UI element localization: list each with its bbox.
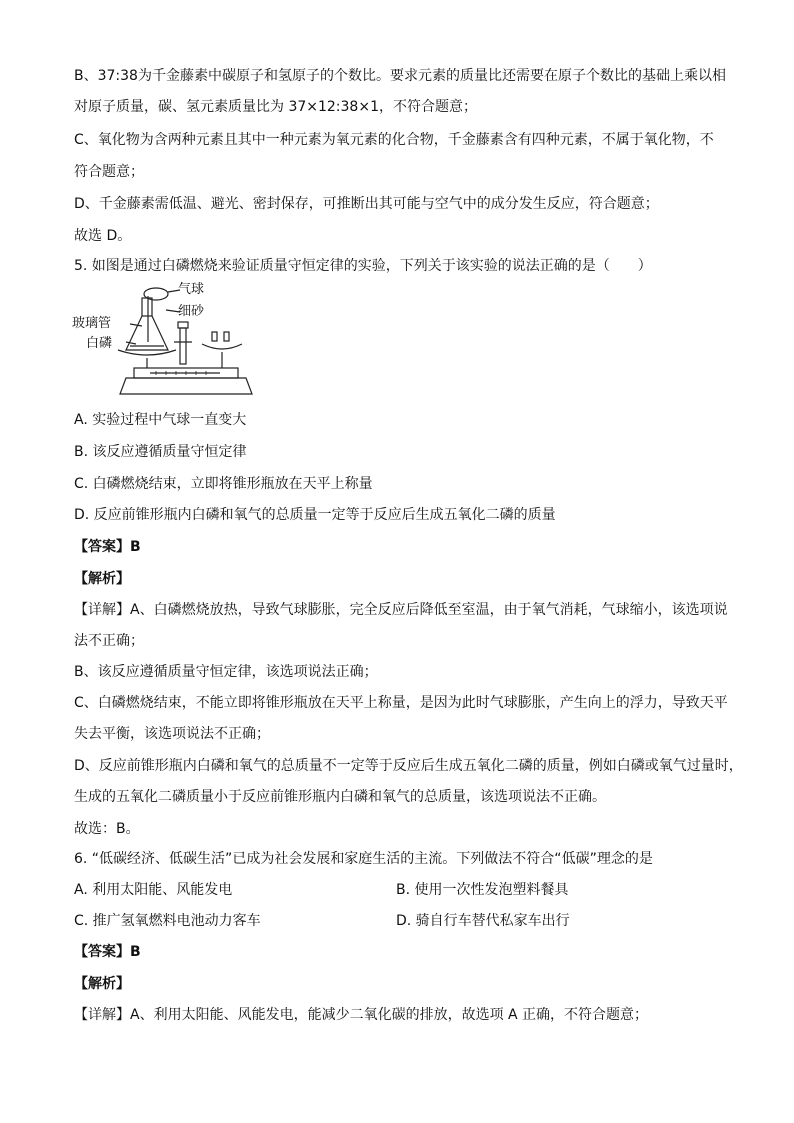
text-line: 故选：B。 [74,821,140,837]
option-d: D. 骑自行车替代私家车出行 [396,913,570,929]
analysis-label: 【解析】 [74,571,130,587]
label-sand: 细砂 [178,304,205,319]
answer-label: 【答案】B [74,944,141,960]
text-line: D、千金藤素需低温、避光、密封保存，可推断出其可能与空气中的成分发生反应，符合题意； [74,196,659,212]
text-line: 【详解】A、利用太阳能、风能发电，能减少二氧化碳的排放，故选项 A 正确，不符合题意； [74,1007,649,1023]
option-c: C. 推广氢氧燃料电池动力客车 [74,913,261,929]
option-b: B. 该反应遵循质量守恒定律 [74,444,247,460]
answer-label: 【答案】B [74,539,141,555]
text-line: 对原子质量，碳、氢元素质量比为 37×12:38×1，不符合题意； [74,99,477,115]
option-a: A. 实验过程中气球一直变大 [74,412,247,428]
text-line: 故选 D。 [74,228,132,244]
text-line: 法不正确； [74,633,144,649]
text-line: 失去平衡，该选项说法不正确； [74,726,270,742]
label-glass-tube: 玻璃管 [72,316,112,331]
experiment-figure [70,282,260,402]
option-c: C. 白磷燃烧结束，立即将锥形瓶放在天平上称量 [74,476,373,492]
label-balloon: 气球 [178,282,205,297]
text-line: 【详解】A、白磷燃烧放热，导致气球膨胀，完全反应后降低至室温，由于氧气消耗，气球缩小，该选项说 [74,602,728,618]
text-line: C、白磷燃烧结束，不能立即将锥形瓶放在天平上称量，是因为此时气球膨胀，产生向上的浮力，导致天平 [74,695,728,711]
text-line: 符合题意； [74,164,144,180]
option-a: A. 利用太阳能、风能发电 [74,882,233,898]
question-5: 5. 如图是通过白磷燃烧来验证质量守恒定律的实验，下列关于该实验的说法正确的是（ ） [74,258,652,274]
text-line: B、该反应遵循质量守恒定律，该选项说法正确； [74,664,378,680]
label-white-phosphorus: 白磷 [86,336,113,351]
text-line: 生成的五氧化二磷质量小于反应前锥形瓶内白磷和氧气的总质量，该选项说法不正确。 [74,789,606,805]
option-b: B. 使用一次性发泡塑料餐具 [396,882,569,898]
question-6: 6. “低碳经济、低碳生活”已成为社会发展和家庭生活的主流。下列做法不符合“低碳”理念的是 [74,851,653,867]
text-line: B、37:38为千金藤素中碳原子和氢原子的个数比。要求元素的质量比还需要在原子个数比的基础上乘以相 [74,68,726,84]
analysis-label: 【解析】 [74,976,130,992]
text-line: D、反应前锥形瓶内白磷和氧气的总质量不一定等于反应后生成五氧化二磷的质量，例如白磷或氧气过量时， [74,758,743,774]
option-d: D. 反应前锥形瓶内白磷和氧气的总质量一定等于反应后生成五氧化二磷的质量 [74,507,556,523]
text-line: C、氧化物为含两种元素且其中一种元素为氧元素的化合物，千金藤素含有四种元素，不属于氧化物，不 [74,132,714,148]
